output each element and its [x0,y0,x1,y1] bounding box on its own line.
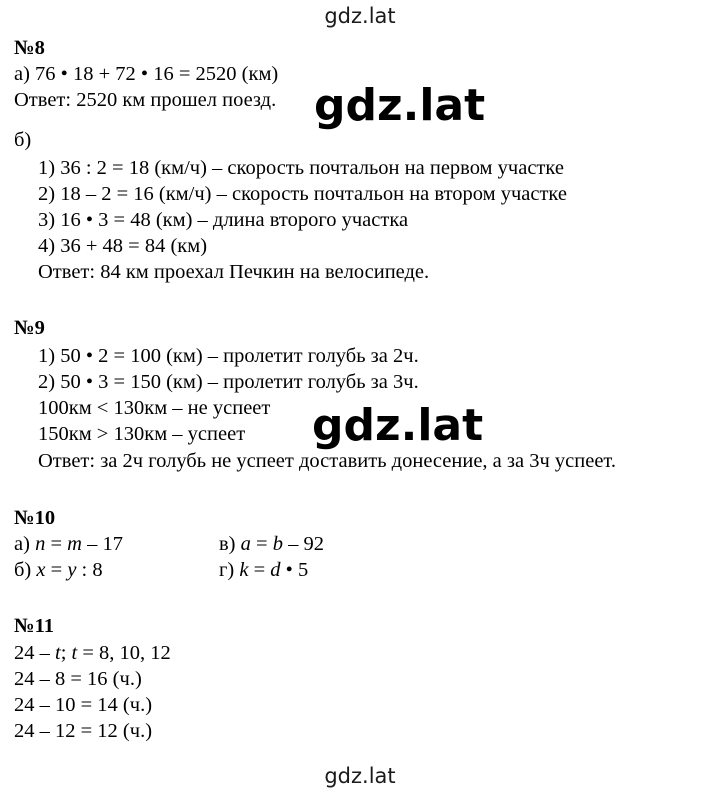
task8-b-answer: Ответ: 84 км проехал Печкин на велосипеде. [38,261,430,283]
task11-line: 24 – 12 = 12 (ч.) [14,720,153,742]
task8-title: №8 [14,37,45,59]
task9-line: 150км > 130км – успеет [38,423,246,445]
watermark-top: gdz.lat [324,4,396,28]
task9-title: №9 [14,317,45,339]
task11-title: №11 [14,615,54,637]
task11-line: 24 – 10 = 14 (ч.) [14,694,153,716]
task8-a-line: а) 76 • 18 + 72 • 16 = 2520 (км) [14,63,279,85]
watermark-overlay-2: gdz.lat [312,400,484,451]
task10-item-b: б) x = y : 8 [14,559,103,581]
task8-a-answer: Ответ: 2520 км прошел поезд. [14,89,277,111]
task8-b-step: 1) 36 : 2 = 18 (км/ч) – скорость почтальон на первом участке [38,157,564,179]
task8-b-label: б) [14,129,32,151]
task8-b-step: 3) 16 • 3 = 48 (км) – длина второго участка [38,209,409,231]
task9-line: 1) 50 • 2 = 100 (км) – пролетит голубь за 2ч. [38,345,419,367]
task9-line: 100км < 130км – не успеет [38,397,271,419]
watermark-bottom: gdz.lat [324,764,396,788]
task10-item-g: г) k = d • 5 [219,559,309,581]
task8-b-step: 2) 18 – 2 = 16 (км/ч) – скорость почтальон на втором участке [38,183,567,205]
task9-line: 2) 50 • 3 = 150 (км) – пролетит голубь за 3ч. [38,371,419,393]
task9-answer: Ответ: за 2ч голубь не успеет доставить донесение, а за 3ч успеет. [38,450,616,472]
task10-title: №10 [14,507,56,529]
task10-item-a: а) n = m – 17 [14,533,123,555]
task10-item-v: в) a = b – 92 [219,533,324,555]
task8-b-step: 4) 36 + 48 = 84 (км) [38,235,208,257]
task11-line: 24 – t; t = 8, 10, 12 [14,642,171,664]
task11-line: 24 – 8 = 16 (ч.) [14,668,142,690]
watermark-overlay-1: gdz.lat [314,80,486,131]
